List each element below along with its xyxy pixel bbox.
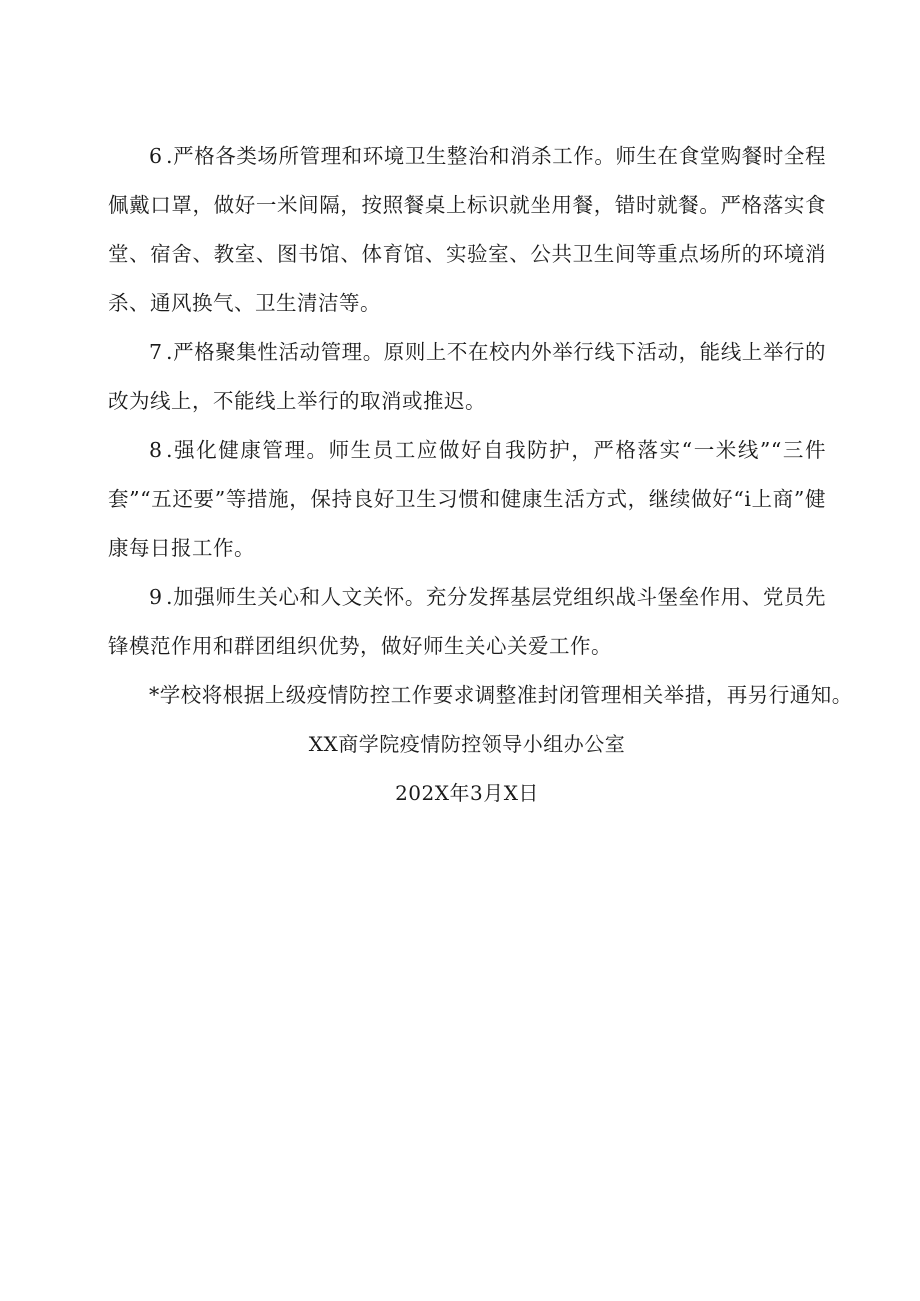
document-body <box>108 132 853 818</box>
item-text: .严格各类场所管理和环境卫生整治和消杀工作。师生在食堂购餐时全程佩戴口罩，做好一米间隔，按照餐桌上标识就坐用餐，错时就餐。严格落实食堂、宿舍、教室、图书馆、体育馆、实验室、公共卫生间等重点场所的环境消杀、通风换气、卫生清洁等。 <box>108 144 826 315</box>
notice-note: *学校将根据上级疫情防控工作要求调整准封闭管理相关举措，再另行通知。 <box>149 683 853 707</box>
paragraph-item-9 <box>108 573 826 671</box>
item-text: .严格聚集性活动管理。原则上不在校内外举行线下活动，能线上举行的改为线上，不能线上举行的取消或推迟。 <box>108 340 826 413</box>
item-number: 8 <box>149 438 167 462</box>
paragraph-item-8 <box>108 426 826 573</box>
signature-date: 202X年3月X日 <box>395 781 539 805</box>
signature-office: XX商学院疫情防控领导小组办公室 <box>308 732 626 756</box>
item-text: .强化健康管理。师生员工应做好自我防护，严格落实“一米线”“三件套”“五还要”等措施，保持良好卫生习惯和健康生活方式，继续做好“i上商”健康每日报工作。 <box>108 438 826 560</box>
item-number: 6 <box>149 144 167 168</box>
paragraph-item-6 <box>108 132 826 328</box>
item-number: 9 <box>149 585 167 609</box>
item-number: 7 <box>149 340 167 364</box>
paragraph-item-7 <box>108 328 826 426</box>
item-text: .加强师生关心和人文关怀。充分发挥基层党组织战斗堡垒作用、党员先锋模范作用和群团组织优势，做好师生关心关爱工作。 <box>108 585 826 658</box>
